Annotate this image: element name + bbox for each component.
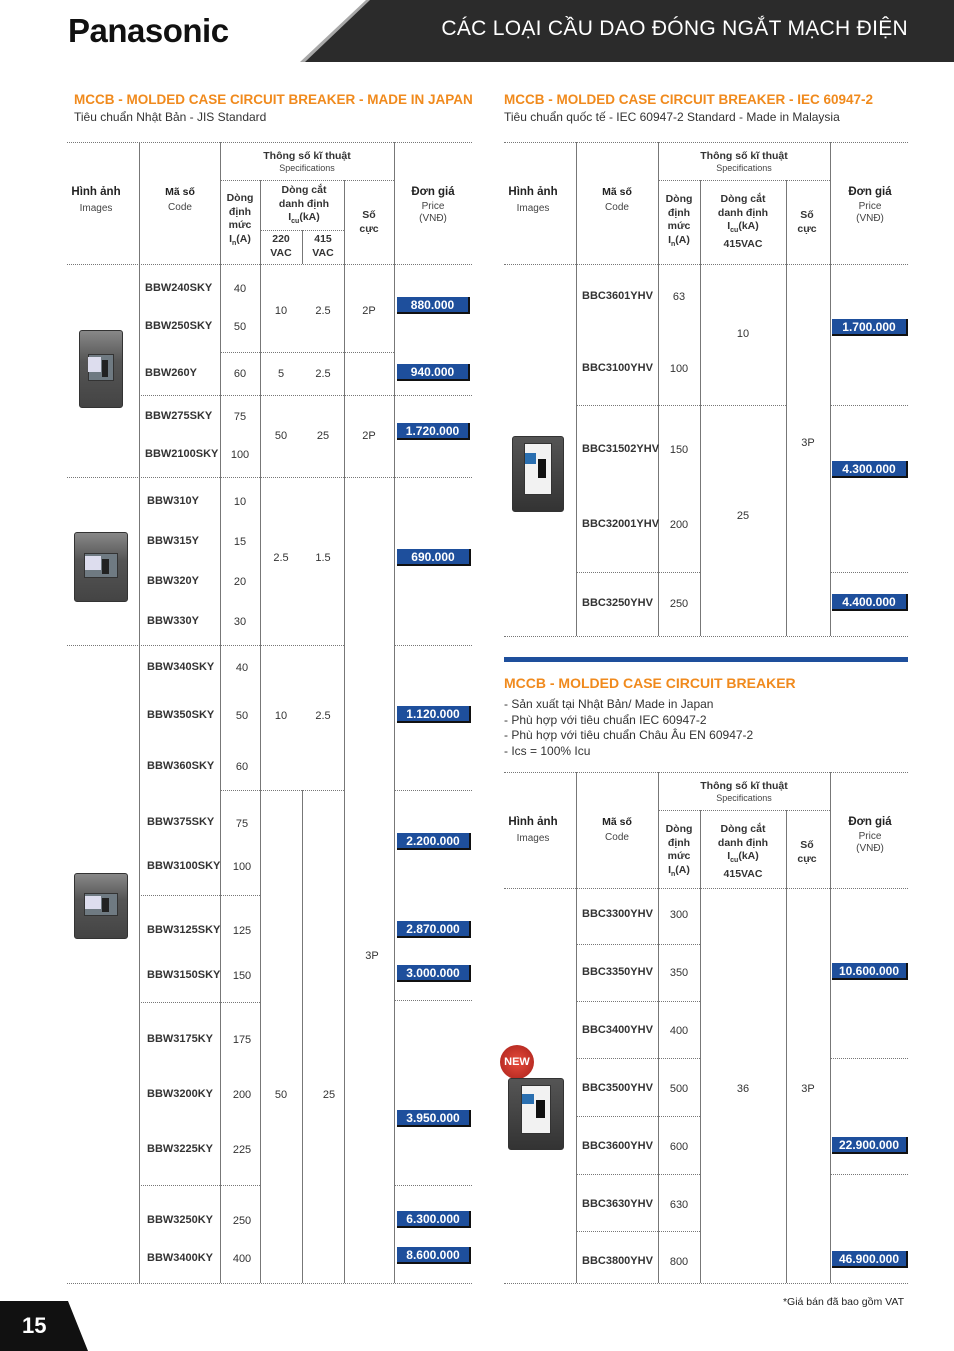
page-number: 15	[22, 1313, 47, 1338]
icu-220: 50	[274, 1089, 288, 1101]
header-code-en: Code	[605, 832, 629, 843]
header-breaking-capacity: Dòng cắt danh định $I_{cu}(kA)$ 415VAC	[717, 823, 769, 880]
icu-415: 2.5	[315, 305, 331, 317]
product-code: BBW250SKY	[145, 320, 213, 332]
price-tag: 1.720.000	[397, 423, 470, 440]
product-code: BBW340SKY	[147, 661, 215, 673]
rated-current: 150	[232, 970, 252, 982]
product-code: BBC3400YHV	[582, 1024, 653, 1036]
product-code: BBW3200KY	[147, 1088, 214, 1100]
rated-current: 60	[235, 761, 249, 773]
header-spec: Thông số kĩ thuật	[263, 150, 351, 162]
price-tag: 3.000.000	[397, 965, 471, 982]
header-spec-en: Specifications	[716, 163, 772, 173]
product-code: BBC3500YHV	[582, 1082, 653, 1094]
price-tag: 3.950.000	[397, 1110, 471, 1127]
header-price: Đơn giá	[848, 186, 892, 198]
rated-current: 175	[232, 1034, 252, 1046]
right2-section-title: MCCB - MOLDED CASE CIRCUIT BREAKER	[504, 675, 796, 691]
rated-current: 20	[233, 576, 247, 588]
product-code: BBW260Y	[145, 367, 197, 379]
header-price-unit: (VNĐ)	[856, 213, 884, 224]
product-code: BBW320Y	[147, 575, 199, 587]
rated-current: 250	[232, 1215, 252, 1227]
poles: 3P	[801, 1083, 815, 1095]
product-code: BBC3601YHV	[582, 290, 653, 302]
product-code: BBW3125SKY	[147, 924, 221, 936]
poles: 2P	[362, 430, 376, 442]
header-images-en: Images	[516, 203, 550, 214]
new-badge: NEW	[500, 1045, 534, 1079]
header-price-unit: (VNĐ)	[856, 843, 884, 854]
product-code: BBC3250YHV	[582, 597, 653, 609]
product-code: BBW3250KY	[147, 1214, 214, 1226]
rated-current: 150	[669, 444, 689, 456]
header-breaking-capacity: Dòng cắt danh định $I_{cu}(kA)$	[278, 184, 330, 226]
price-tag: 2.200.000	[397, 833, 471, 850]
product-code: BBW3150SKY	[147, 969, 221, 981]
header-price: Đơn giá	[411, 186, 455, 198]
rated-current: 50	[233, 321, 247, 333]
icu-220: 10	[274, 710, 288, 722]
rated-current: 400	[669, 1025, 689, 1037]
header-price-en: Price	[858, 831, 882, 842]
poles: 3P	[365, 950, 379, 962]
product-code: BBW350SKY	[147, 709, 215, 721]
poles: 3P	[801, 437, 815, 449]
price-tag: 4.400.000	[832, 594, 908, 611]
page-title: CÁC LOẠI CẦU DAO ĐÓNG NGẮT MẠCH ĐIỆN	[441, 17, 908, 40]
rated-current: 350	[669, 967, 689, 979]
header-220vac: 220 VAC	[270, 233, 292, 259]
rated-current: 400	[232, 1253, 252, 1265]
product-code: BBC3800YHV	[582, 1255, 653, 1267]
icu-415: 36	[736, 1083, 750, 1095]
icu-220: 5	[277, 368, 285, 380]
right-section-title: MCCB - MOLDED CASE CIRCUIT BREAKER - IEC 60947-2	[504, 92, 874, 107]
header-spec: Thông số kĩ thuật	[700, 150, 788, 162]
price-tag: 880.000	[397, 297, 470, 314]
header-spec-en: Specifications	[716, 793, 772, 803]
header-images: Hình ảnh	[508, 186, 558, 198]
header-415vac: 415 VAC	[312, 233, 334, 259]
note-item: - Sản xuất tại Nhật Bản/ Made in Japan	[504, 697, 714, 711]
header-code: Mã số	[165, 186, 195, 198]
breaker-3p-small-image	[74, 532, 128, 602]
header-code: Mã số	[602, 816, 632, 828]
header-rated-current: Dòng định mức $I_n(A)$	[665, 193, 693, 248]
header-price-en: Price	[858, 201, 882, 212]
icu-220: 50	[274, 430, 288, 442]
vat-footnote: *Giá bán đã bao gồm VAT	[782, 1296, 904, 1308]
product-code: BBC3350YHV	[582, 966, 653, 978]
product-code: BBW3175KY	[147, 1033, 214, 1045]
note-item: - Phù hợp với tiêu chuẩn IEC 60947-2	[504, 712, 707, 727]
icu-415: 10	[736, 328, 750, 340]
rated-current: 125	[232, 925, 252, 937]
left-section-title: MCCB - MOLDED CASE CIRCUIT BREAKER - MADE IN JAPAN	[74, 92, 473, 107]
rated-current: 250	[669, 598, 689, 610]
price-tag: 22.900.000	[832, 1137, 908, 1154]
breaker-3p-large-image	[74, 873, 128, 939]
product-code: BBW330Y	[147, 615, 199, 627]
header-spec-en: Specifications	[279, 163, 335, 173]
rated-current: 300	[669, 909, 689, 921]
poles: 2P	[362, 305, 376, 317]
rated-current: 100	[232, 861, 252, 873]
product-code: BBC3100YHV	[582, 362, 653, 374]
price-tag: 690.000	[397, 549, 471, 566]
icu-220: 2.5	[273, 552, 289, 564]
rated-current: 225	[232, 1144, 252, 1156]
rated-current: 40	[235, 662, 249, 674]
price-tag: 940.000	[397, 364, 470, 381]
rated-current: 50	[235, 710, 249, 722]
header-poles: Số cực	[797, 209, 817, 235]
header-images-en: Images	[79, 203, 113, 214]
price-tag: 1.120.000	[397, 706, 471, 723]
price-tag: 1.700.000	[832, 319, 908, 336]
rated-current: 500	[669, 1083, 689, 1095]
rated-current: 600	[669, 1141, 689, 1153]
rated-current: 75	[235, 818, 249, 830]
section-divider-bar	[504, 657, 908, 662]
breaker-2p-image	[79, 330, 123, 408]
product-code: BBW240SKY	[145, 282, 213, 294]
note-item: - Phù hợp với tiêu chuẩn Châu Âu EN 60947-2	[504, 728, 754, 742]
rated-current: 40	[233, 283, 247, 295]
product-code: BBC31502YHV	[582, 443, 660, 455]
header-images: Hình ảnh	[508, 816, 558, 828]
breaker-new-image	[508, 1078, 564, 1150]
price-tag: 2.870.000	[397, 921, 471, 938]
product-code: BBW3400KY	[147, 1252, 214, 1264]
header-poles: Số cực	[359, 209, 379, 235]
header-rated-current: Dòng định mức $I_n(A)$	[665, 823, 693, 878]
icu-415: 2.5	[315, 368, 331, 380]
icu-220: 10	[274, 305, 288, 317]
rated-current: 200	[669, 519, 689, 531]
price-tag: 6.300.000	[397, 1211, 471, 1228]
price-tag: 46.900.000	[832, 1251, 908, 1268]
header-rated-current: Dòng định mức $I_n(A)$	[226, 192, 254, 247]
product-code: BBC32001YHV	[582, 518, 660, 530]
product-code: BBW3225KY	[147, 1143, 214, 1155]
right-section-subtitle: Tiêu chuẩn quốc tế - IEC 60947-2 Standard - Made in Malaysia	[504, 110, 840, 124]
product-code: BBC3630YHV	[582, 1198, 653, 1210]
price-tag: 10.600.000	[832, 963, 908, 980]
feature-notes	[504, 697, 753, 759]
price-tag: 8.600.000	[397, 1247, 471, 1264]
product-code: BBW275SKY	[145, 410, 213, 422]
price-tag: 4.300.000	[832, 461, 908, 478]
product-code: BBC3600YHV	[582, 1140, 653, 1152]
note-item: - Ics = 100% Icu	[504, 743, 591, 758]
rated-current: 30	[233, 616, 247, 628]
header-images-en: Images	[516, 833, 550, 844]
header-spec: Thông số kĩ thuật	[700, 780, 788, 792]
breaker-iec-image	[512, 436, 564, 512]
header-images: Hình ảnh	[71, 186, 121, 198]
rated-current: 100	[230, 449, 250, 461]
product-code: BBW3100SKY	[147, 860, 221, 872]
icu-415: 25	[316, 430, 330, 442]
brand-logo: Panasonic	[68, 12, 229, 49]
header-price: Đơn giá	[848, 816, 892, 828]
product-code: BBC3300YHV	[582, 908, 653, 920]
icu-415: 1.5	[315, 552, 331, 564]
rated-current: 100	[669, 363, 689, 375]
product-code: BBW315Y	[147, 535, 199, 547]
rated-current: 75	[233, 411, 247, 423]
product-code: BBW375SKY	[147, 816, 215, 828]
icu-415: 25	[736, 510, 750, 522]
header-breaking-capacity: Dòng cắt danh định $I_{cu}(kA)$ 415VAC	[717, 193, 769, 250]
icu-415: 2.5	[315, 710, 331, 722]
header-price-unit: (VNĐ)	[419, 213, 447, 224]
rated-current: 630	[669, 1199, 689, 1211]
rated-current: 800	[669, 1256, 689, 1268]
header-poles: Số cực	[797, 839, 817, 865]
rated-current: 200	[232, 1089, 252, 1101]
product-code: BBW360SKY	[147, 760, 215, 772]
header-code-en: Code	[168, 202, 192, 213]
header-code: Mã số	[602, 186, 632, 198]
product-code: BBW310Y	[147, 495, 199, 507]
rated-current: 10	[233, 496, 247, 508]
rated-current: 15	[233, 536, 247, 548]
icu-415: 25	[322, 1089, 336, 1101]
header-code-en: Code	[605, 202, 629, 213]
rated-current: 60	[233, 368, 247, 380]
header-price-en: Price	[421, 201, 445, 212]
left-section-subtitle: Tiêu chuẩn Nhật Bản - JIS Standard	[74, 110, 267, 124]
product-code: BBW2100SKY	[145, 448, 219, 460]
rated-current: 63	[672, 291, 686, 303]
